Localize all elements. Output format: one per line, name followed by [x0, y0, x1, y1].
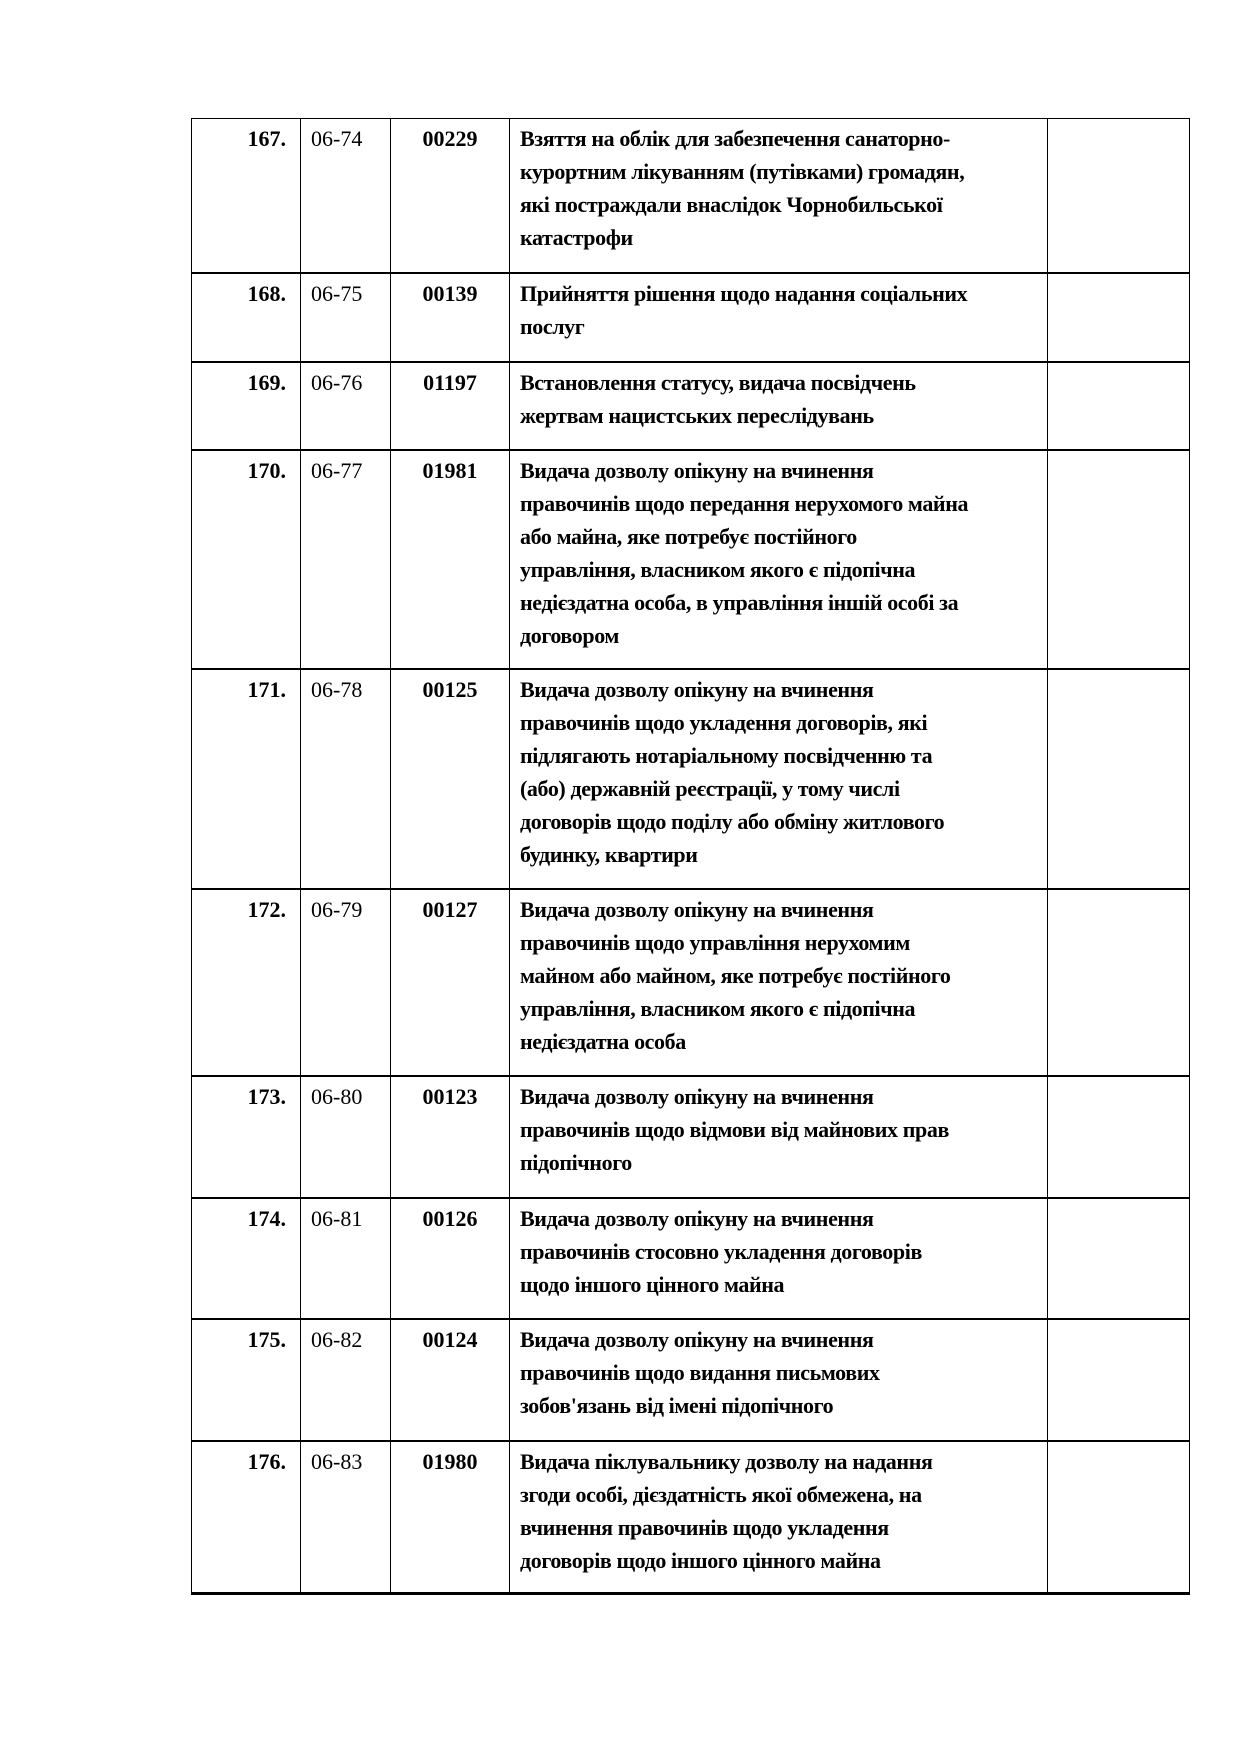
note-cell-text	[1048, 890, 1189, 893]
service-id-text: 01197	[423, 369, 477, 395]
services-table	[191, 118, 1190, 1595]
description-line: зобов'язань від імені підопічного	[520, 1392, 834, 1418]
table-row	[192, 1441, 1190, 1594]
table-row	[192, 1319, 1190, 1441]
description-line: згоди особі, дієздатність якої обмежена, на	[520, 1481, 922, 1507]
note-cell-text	[1048, 119, 1189, 122]
service-code-text: 06-74	[311, 126, 363, 151]
row-number-text: 175.	[247, 1326, 286, 1352]
description-line: які постраждали внаслідок Чорнобильської	[520, 192, 943, 217]
note-cell-text	[1048, 1077, 1189, 1080]
description-line: жертвам нацистських переслідувань	[520, 402, 874, 428]
service-code	[301, 1076, 391, 1198]
service-id-text: 00229	[422, 126, 478, 151]
description-line: Видача дозволу опікуну на вчинення	[520, 1205, 874, 1231]
service-id	[391, 669, 510, 889]
description-line: щодо іншого цінного майна	[520, 1271, 785, 1297]
note-cell	[1048, 669, 1190, 889]
service-id	[391, 273, 510, 362]
service-code-text: 06-83	[311, 1448, 363, 1474]
row-number	[192, 1441, 301, 1594]
service-code	[301, 889, 391, 1076]
table-row	[192, 889, 1190, 1076]
service-code-text: 06-79	[311, 896, 363, 922]
description-line: договорів щодо іншого цінного майна	[520, 1547, 881, 1573]
table-row	[192, 1076, 1190, 1198]
service-id-text: 00123	[422, 1083, 478, 1109]
service-id-text: 00125	[422, 676, 478, 702]
service-description	[510, 1319, 1048, 1441]
description-line: або майна, яке потребує постійного	[520, 523, 857, 549]
note-cell	[1048, 889, 1190, 1076]
row-number	[192, 1319, 301, 1441]
description-line: Встановлення статусу, видача посвідчень	[520, 369, 916, 395]
note-cell-text	[1048, 1442, 1189, 1445]
service-code	[301, 450, 391, 669]
row-number-text: 176.	[247, 1448, 286, 1474]
service-id-text: 00124	[422, 1326, 478, 1352]
service-code	[301, 669, 391, 889]
service-id-text: 00139	[422, 280, 478, 306]
service-code	[301, 362, 391, 450]
note-cell-text	[1048, 1320, 1189, 1323]
description-line: правочинів щодо управління нерухомим	[520, 929, 910, 955]
service-code	[301, 1198, 391, 1319]
service-id	[391, 889, 510, 1076]
service-id-text: 00126	[422, 1205, 478, 1231]
description-line: правочинів щодо передання нерухомого майна	[520, 490, 969, 516]
service-code	[301, 273, 391, 362]
service-code	[301, 1319, 391, 1441]
row-number	[192, 119, 301, 273]
service-code-text: 06-80	[311, 1083, 363, 1109]
description-line: Видача дозволу опікуну на вчинення	[520, 1083, 874, 1109]
table-row	[192, 1198, 1190, 1319]
service-description	[510, 273, 1048, 362]
description-line: підопічного	[520, 1149, 632, 1175]
note-cell-text	[1048, 451, 1189, 454]
description-line: правочинів щодо видання письмових	[520, 1359, 880, 1385]
note-cell	[1048, 1319, 1190, 1441]
row-number-text: 170.	[247, 457, 286, 483]
service-id	[391, 119, 510, 273]
service-code-text: 06-76	[311, 369, 363, 395]
service-code-text: 06-77	[311, 457, 363, 483]
description-line: будинку, квартири	[520, 841, 698, 867]
row-number-text: 167.	[247, 126, 286, 151]
description-line: (або) державній реєстрації, у тому числі	[520, 775, 900, 801]
note-cell-text	[1048, 363, 1189, 366]
note-cell-text	[1048, 670, 1189, 673]
description-line: майном або майном, яке потребує постійного	[520, 962, 951, 988]
note-cell-text	[1048, 274, 1189, 277]
note-cell	[1048, 1076, 1190, 1198]
description-line: Прийняття рішення щодо надання соціальних	[520, 280, 968, 306]
description-line: Видача дозволу опікуну на вчинення	[520, 676, 874, 702]
description-line: послуг	[520, 313, 585, 339]
note-cell	[1048, 450, 1190, 669]
service-description	[510, 1076, 1048, 1198]
service-code-text: 06-82	[311, 1326, 363, 1352]
row-number-text: 173.	[247, 1083, 286, 1109]
service-id-text: 01980	[422, 1448, 478, 1474]
description-line: катастрофи	[520, 225, 633, 250]
service-description	[510, 1198, 1048, 1319]
service-id-text: 00127	[422, 896, 478, 922]
row-number-text: 174.	[247, 1205, 286, 1231]
service-id-text: 01981	[422, 457, 478, 483]
service-id	[391, 450, 510, 669]
description-line: Видача піклувальнику дозволу на надання	[520, 1448, 933, 1474]
description-line: курортним лікуванням (путівками) громадян,	[520, 159, 965, 184]
table-row	[192, 119, 1190, 273]
description-line: договором	[520, 622, 619, 648]
description-line: Взяття на облік для забезпечення санаторно-	[520, 126, 950, 151]
description-line: Видача дозволу опікуну на вчинення	[520, 457, 874, 483]
row-number	[192, 273, 301, 362]
table-row	[192, 273, 1190, 362]
description-line: підлягають нотаріальному посвідченню та	[520, 742, 933, 768]
note-cell	[1048, 273, 1190, 362]
row-number	[192, 889, 301, 1076]
description-line: правочинів стосовно укладення договорів	[520, 1238, 922, 1264]
table-row	[192, 362, 1190, 450]
note-cell	[1048, 1441, 1190, 1594]
row-number	[192, 450, 301, 669]
row-number	[192, 362, 301, 450]
service-code	[301, 1441, 391, 1594]
description-line: недієздатна особа	[520, 1028, 686, 1054]
description-line: управління, власником якого є підопічна	[520, 556, 916, 582]
description-line: договорів щодо поділу або обміну житлового	[520, 808, 945, 834]
note-cell-text	[1048, 1199, 1189, 1202]
row-number-text: 169.	[247, 369, 286, 395]
service-id	[391, 1076, 510, 1198]
service-id	[391, 1198, 510, 1319]
service-id	[391, 362, 510, 450]
description-line: Видача дозволу опікуну на вчинення	[520, 1326, 874, 1352]
row-number-text: 168.	[247, 280, 286, 306]
table-row	[192, 450, 1190, 669]
row-number-text: 172.	[247, 896, 286, 922]
service-code	[301, 119, 391, 273]
service-description	[510, 362, 1048, 450]
description-line: недієздатна особа, в управління іншій особі за	[520, 589, 959, 615]
row-number	[192, 669, 301, 889]
table-row	[192, 669, 1190, 889]
service-description	[510, 669, 1048, 889]
service-id	[391, 1319, 510, 1441]
description-line: управління, власником якого є підопічна	[520, 995, 916, 1021]
note-cell	[1048, 119, 1190, 273]
note-cell	[1048, 362, 1190, 450]
description-line: правочинів щодо відмови від майнових прав	[520, 1116, 949, 1142]
description-line: правочинів щодо укладення договорів, які	[520, 709, 928, 735]
row-number	[192, 1198, 301, 1319]
service-description	[510, 1441, 1048, 1594]
row-number	[192, 1076, 301, 1198]
service-code-text: 06-81	[311, 1205, 363, 1231]
service-description	[510, 889, 1048, 1076]
service-code-text: 06-78	[311, 676, 363, 702]
service-id	[391, 1441, 510, 1594]
service-description	[510, 119, 1048, 273]
service-description	[510, 450, 1048, 669]
service-code-text: 06-75	[311, 280, 363, 306]
row-number-text: 171.	[247, 676, 286, 702]
note-cell	[1048, 1198, 1190, 1319]
description-line: вчинення правочинів щодо укладення	[520, 1514, 889, 1540]
description-line: Видача дозволу опікуну на вчинення	[520, 896, 874, 922]
